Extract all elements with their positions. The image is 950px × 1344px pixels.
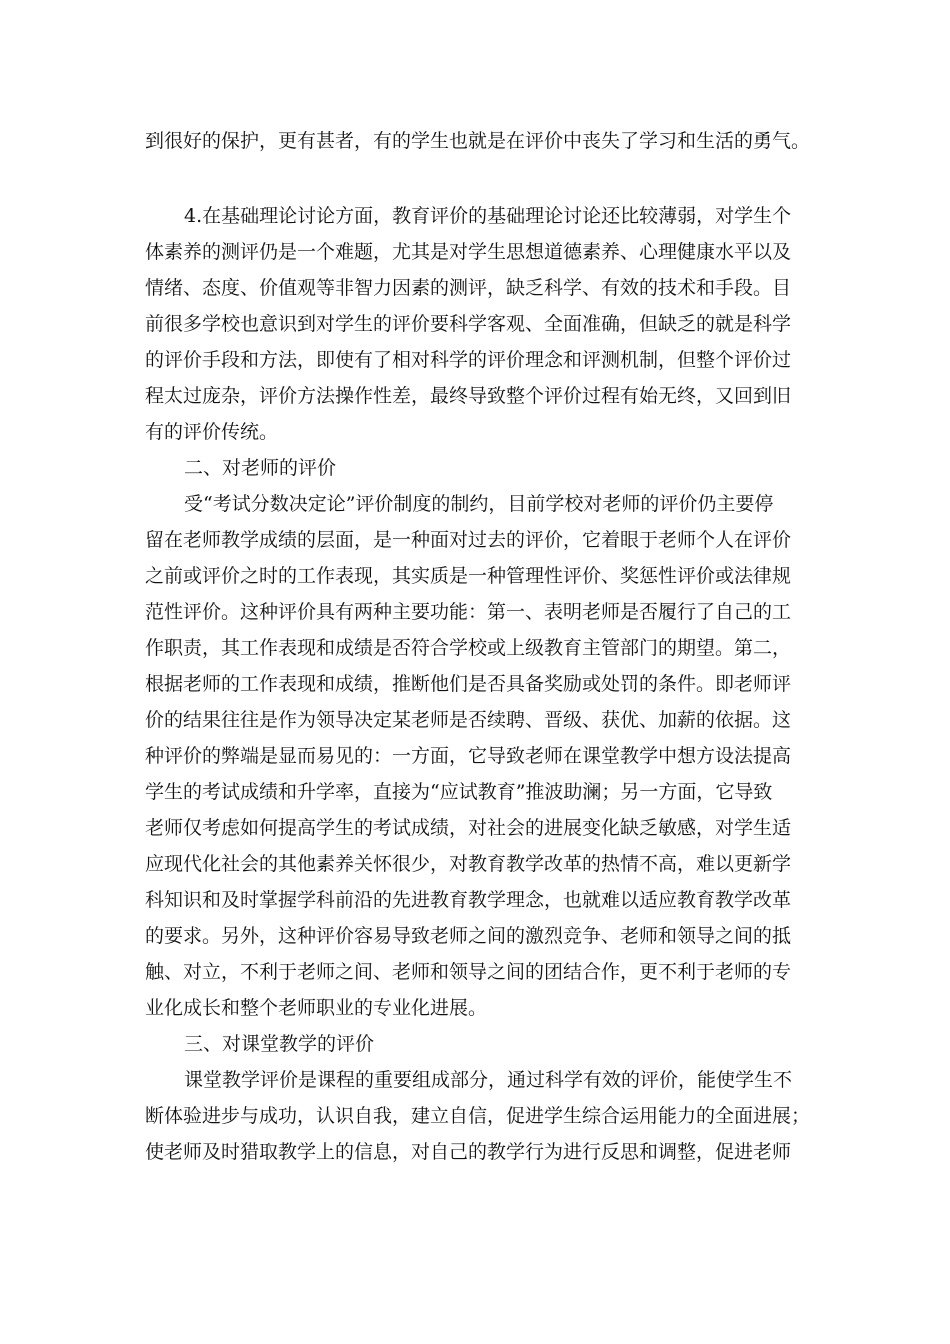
- text-line: 老师仅考虑如何提高学生的考试成绩，对社会的进展变化缺乏敏感，对学生适: [145, 817, 792, 839]
- text-line: 根据老师的工作表现和成绩，推断他们是否具备奖励或处罚的条件。即老师评: [145, 673, 792, 695]
- text-line: 范性评价。这种评价具有两种主要功能：第一、表明老师是否履行了自己的工: [145, 601, 792, 623]
- text-line: 科知识和及时掌握学科前沿的先进教育教学理念，也就难以适应教育教学改革: [145, 889, 792, 911]
- text-line: 留在老师教学成绩的层面，是一种面对过去的评价，它着眼于老师个人在评价: [145, 529, 792, 551]
- text-line: 情绪、态度、价值观等非智力因素的测评，缺乏科学、有效的技术和手段。目: [145, 277, 792, 299]
- text-line: 受“考试分数决定论”评价制度的制约，目前学校对老师的评价仍主要停: [184, 493, 774, 515]
- text-line: 作职责，其工作表现和成绩是否符合学校或上级教育主管部门的期望。第二，: [145, 637, 792, 659]
- text-line: 的评价手段和方法，即使有了相对科学的评价理念和评测机制，但整个评价过: [145, 349, 792, 371]
- section-heading: 二、对老师的评价: [184, 457, 337, 479]
- text-line: 到很好的保护，更有甚者，有的学生也就是在评价中丧失了学习和生活的勇气。: [145, 130, 811, 152]
- text-line: 的要求。另外，这种评价容易导致老师之间的激烈竞争、老师和领导之间的抵: [145, 925, 792, 947]
- text-line: 之前或评价之时的工作表现，其实质是一种管理性评价、奖惩性评价或法律规: [145, 565, 792, 587]
- text-line: 学生的考试成绩和升学率，直接为“应试教育”推波助澜；另一方面，它导致: [145, 781, 773, 803]
- text-line: 触、对立，不利于老师之间、老师和领导之间的团结合作，更不利于老师的专: [145, 961, 792, 983]
- text-line: 4.在基础理论讨论方面，教育评价的基础理论讨论还比较薄弱，对学生个: [184, 205, 792, 227]
- text-line: 体素养的测评仍是一个难题，尤其是对学生思想道德素养、心理健康水平以及: [145, 241, 792, 263]
- text-line: 应现代化社会的其他素养关怀很少，对教育教学改革的热情不高，难以更新学: [145, 853, 792, 875]
- section-heading: 三、对课堂教学的评价: [184, 1033, 375, 1055]
- text-line: 课堂教学评价是课程的重要组成部分，通过科学有效的评价，能使学生不: [184, 1069, 793, 1091]
- text-line: 断体验进步与成功，认识自我，建立自信，促进学生综合运用能力的全面进展；: [145, 1105, 811, 1127]
- text-line: 前很多学校也意识到对学生的评价要科学客观、全面准确，但缺乏的就是科学: [145, 313, 792, 335]
- text-line: 有的评价传统。: [145, 421, 279, 443]
- text-line: 种评价的弊端是显而易见的：一方面，它导致老师在课堂教学中想方设法提高: [145, 745, 792, 767]
- text-line: 业化成长和整个老师职业的专业化进展。: [145, 997, 488, 1019]
- text-line: 价的结果往往是作为领导决定某老师是否续聘、晋级、获优、加薪的依据。这: [145, 709, 792, 731]
- text-line: 使老师及时猎取教学上的信息，对自己的教学行为进行反思和调整，促进老师: [145, 1141, 792, 1163]
- text-line: 程太过庞杂，评价方法操作性差，最终导致整个评价过程有始无终，又回到旧: [145, 385, 792, 407]
